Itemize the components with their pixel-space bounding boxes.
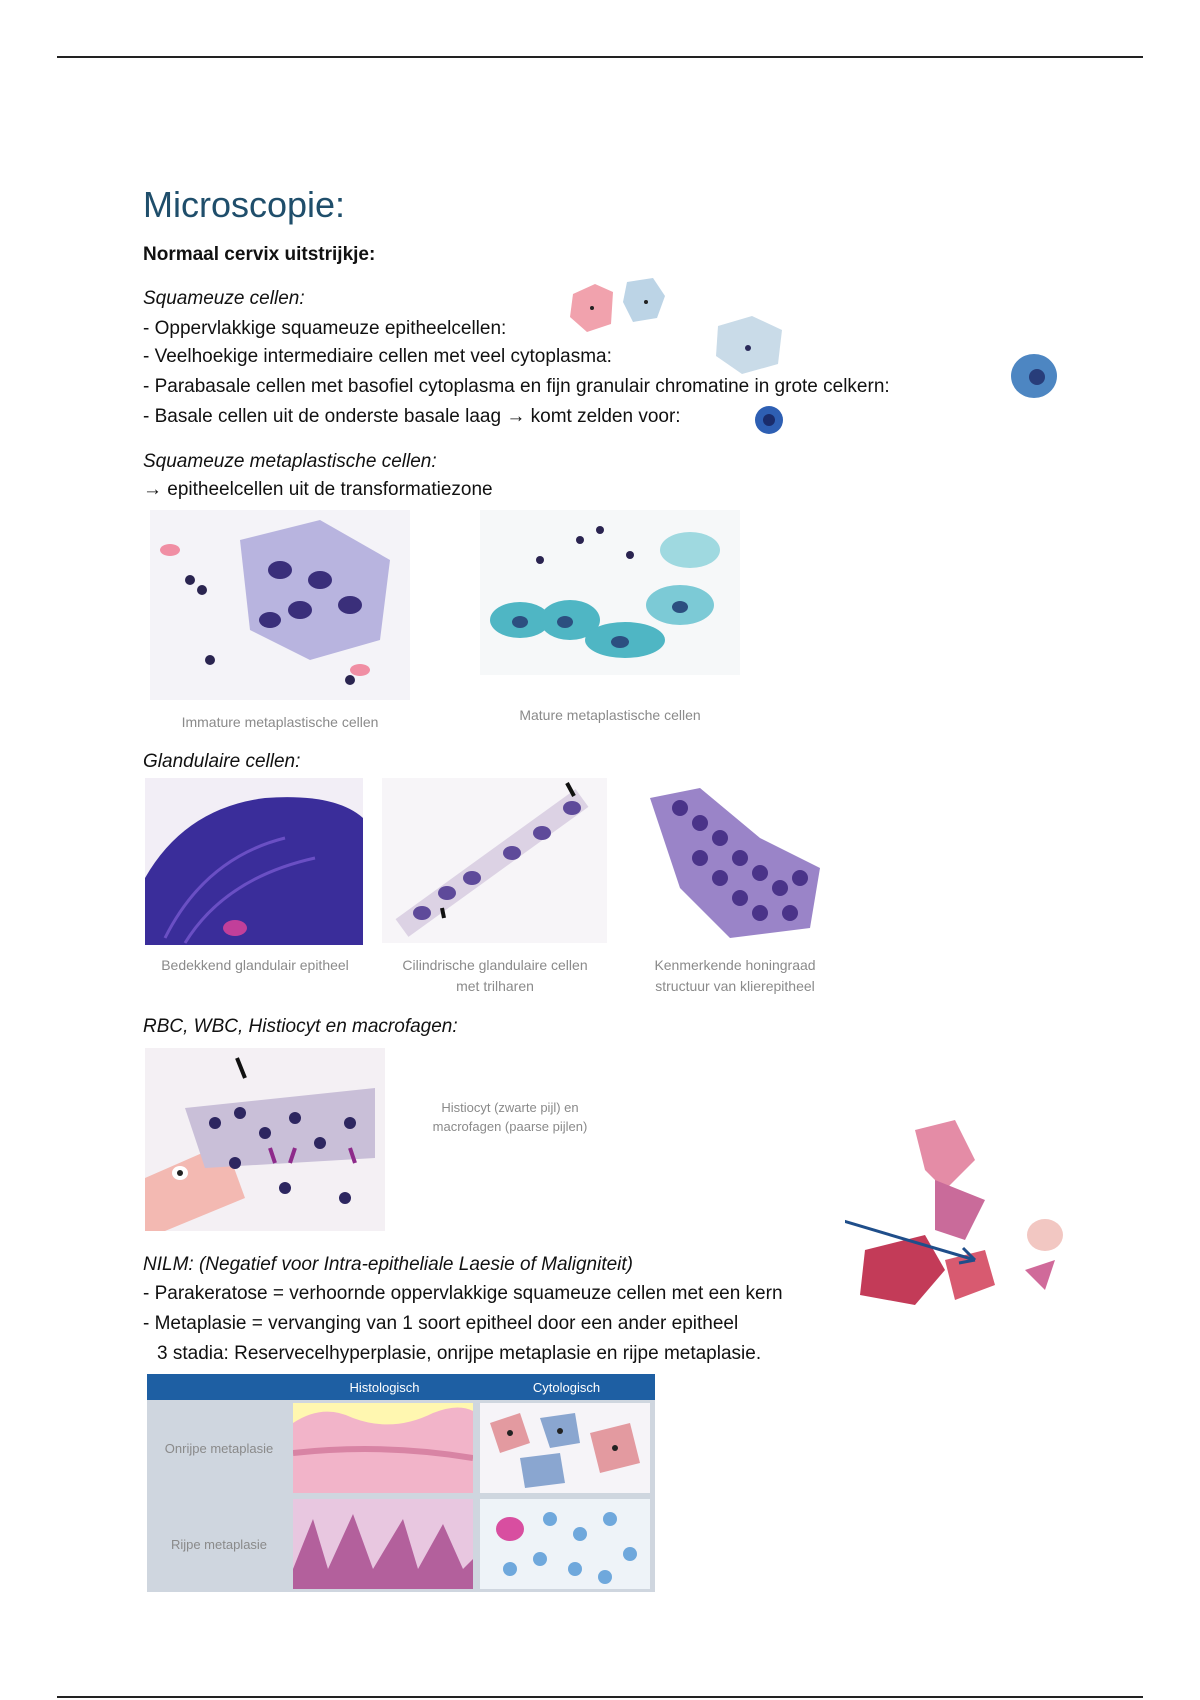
metaplastic-title: Squameuze metaplastische cellen:: [143, 451, 437, 472]
table-header-empty: [147, 1374, 291, 1400]
cytology-image-immature: [478, 1400, 655, 1496]
mature-metaplastic-image: [480, 510, 740, 675]
row-label: Onrijpe metaplasie: [147, 1400, 291, 1496]
glandular-caption: Cilindrische glandulaire cellen met trilharen: [402, 957, 588, 994]
blood-caption: Histiocyt (zwarte pijl) en macrofagen (paarse pijlen): [432, 1100, 588, 1134]
immature-metaplastic-image: [150, 510, 410, 700]
histology-image-mature: [291, 1496, 478, 1592]
table-header-cytologisch: Cytologisch: [478, 1374, 655, 1400]
superficial-cells-image: [565, 272, 685, 342]
intermediate-cell-image: [712, 312, 792, 378]
top-rule: [57, 56, 1143, 58]
parakeratosis-image: [845, 1110, 1085, 1310]
squamous-title: Squameuze cellen:: [143, 288, 305, 309]
cytology-image-mature: [478, 1496, 655, 1592]
table-row: [147, 1496, 655, 1592]
ciliated-glandular-image: [382, 778, 607, 943]
covering-glandular-image: [145, 778, 363, 945]
nilm-item: - Metaplasie = vervanging van 1 soort epitheel door een ander epitheel: [143, 1313, 739, 1334]
histology-image-immature: [291, 1400, 478, 1496]
squamous-item: - Veelhoekige intermediaire cellen met veel cytoplasma:: [143, 346, 612, 367]
page-title: Microscopie:: [143, 184, 346, 225]
basal-cell-image: [751, 403, 787, 437]
bottom-rule: [57, 1696, 1143, 1698]
nilm-item: - Parakeratose = verhoornde oppervlakkige squameuze cellen met een kern: [143, 1283, 783, 1304]
glandular-caption: Bedekkend glandulair epitheel: [161, 957, 349, 973]
mature-caption: Mature metaplastische cellen: [519, 707, 701, 723]
parabasal-cell-image: [1006, 350, 1062, 402]
blood-title: RBC, WBC, Histiocyt en macrofagen:: [143, 1016, 458, 1037]
honeycomb-glandular-image: [640, 778, 840, 948]
row-label: Rijpe metaplasie: [147, 1496, 291, 1592]
squamous-item: - Basale cellen uit de onderste basale laag → komt zelden voor:: [143, 406, 681, 427]
squamous-item: - Oppervlakkige squameuze epitheelcellen:: [143, 318, 507, 339]
section-subtitle: Normaal cervix uitstrijkje:: [143, 244, 376, 265]
immature-caption: Immature metaplastische cellen: [181, 714, 379, 730]
table-row: [147, 1400, 655, 1496]
glandular-title: Glandulaire cellen:: [143, 751, 301, 772]
metaplastic-line: → epitheelcellen uit de transformatiezone: [143, 479, 493, 500]
table-header-histologisch: Histologisch: [291, 1374, 478, 1400]
nilm-title: NILM: (Negatief voor Intra-epitheliale Laesie of Maligniteit): [143, 1254, 634, 1275]
histiocyte-image: [145, 1048, 385, 1231]
nilm-item: 3 stadia: Reservecelhyperplasie, onrijpe metaplasie en rijpe metaplasie.: [157, 1343, 762, 1364]
glandular-caption: Kenmerkende honingraad structuur van klierepitheel: [654, 957, 816, 994]
metaplasia-table: [147, 1374, 655, 1592]
squamous-item: - Parabasale cellen met basofiel cytoplasma en fijn granulair chromatine in grote celkern:: [143, 376, 890, 397]
